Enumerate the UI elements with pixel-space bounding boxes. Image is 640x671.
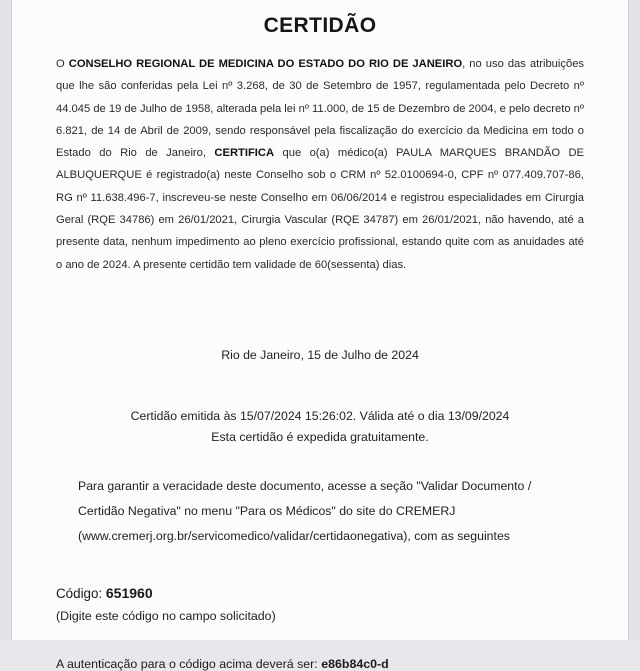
body-segment-registration-details: que o(a) médico(a) PAULA MARQUES BRANDÃO DE ALBUQUERQUE é registrado(a) neste Conselho sob o CRM nº 52.0100694-0, CPF nº 077.409.707-86, RG nº 11.638.496-7, inscreveu-se neste Conselho em 06/06/2014 e registrou especialidades em Cirurgia Geral (RQE 34786) em 26/01/2021, Cirurgia Vascular (RQE 34787) em 26/01/2021, não havendo, até a presente data, nenhum impedimento ao pleno exercício profissional, estando quite com as anuidades até o ano de 2024. A presente certidão tem validade de 60(sessenta) dias. xyxy=(56,147,584,271)
city-and-date: Rio de Janeiro, 15 de Julho de 2024 xyxy=(221,347,419,362)
issue-timestamp-line: Certidão emitida às 15/07/2024 15:26:02. Válida até o dia 13/09/2024 xyxy=(130,408,510,423)
certificate-body-paragraph xyxy=(56,53,584,276)
verification-code-section xyxy=(56,583,584,627)
certifica-keyword: CERTIFICA xyxy=(214,147,275,160)
authentication-label: A autenticação para o código acima deverá ser: xyxy=(56,656,318,671)
validation-line-3: (www.cremerj.org.br/servicomedico/validar/certidaonegativa), com as seguintes xyxy=(78,528,510,543)
code-hint: (Digite este código no campo solicitado) xyxy=(56,608,276,623)
issuance-info xyxy=(56,406,584,448)
authentication-value: e86b84c0-d xyxy=(321,656,389,671)
validation-line-2: Certidão Negativa" no menu "Para os Médicos" do site do CREMERJ xyxy=(78,503,456,518)
body-segment-legal-basis: , no uso das atribuições que lhe são conferidas pela Lei nº 3.268, de 30 de Setembro de 1957, regulamentada pelo Decreto nº 44.045 de 19 de Julho de 1958, alterada pela lei nº 11.000, de 15 de Dezembro de 2004, e pelo decreto nº 6.821, de 14 de Abril de 2009, sendo responsável pela fiscalização do exercício da Medicina em todo o Estado do Rio de Janeiro, xyxy=(56,58,585,160)
certificate-page xyxy=(12,0,628,671)
code-label: Código: xyxy=(56,585,103,601)
issuing-organization-name: CONSELHO REGIONAL DE MEDICINA DO ESTADO DO RIO DE JANEIRO xyxy=(68,58,463,70)
code-value: 651960 xyxy=(105,584,153,601)
free-of-charge-line: Esta certidão é expedida gratuitamente. xyxy=(211,429,429,444)
authentication-section xyxy=(56,657,584,671)
validation-line-1: Para garantir a veracidade deste documento, acesse a seção "Validar Documento / xyxy=(78,478,532,493)
body-lead-prefix: O xyxy=(56,58,69,70)
validation-instructions xyxy=(56,474,584,549)
page-title: CERTIDÃO xyxy=(263,14,377,37)
